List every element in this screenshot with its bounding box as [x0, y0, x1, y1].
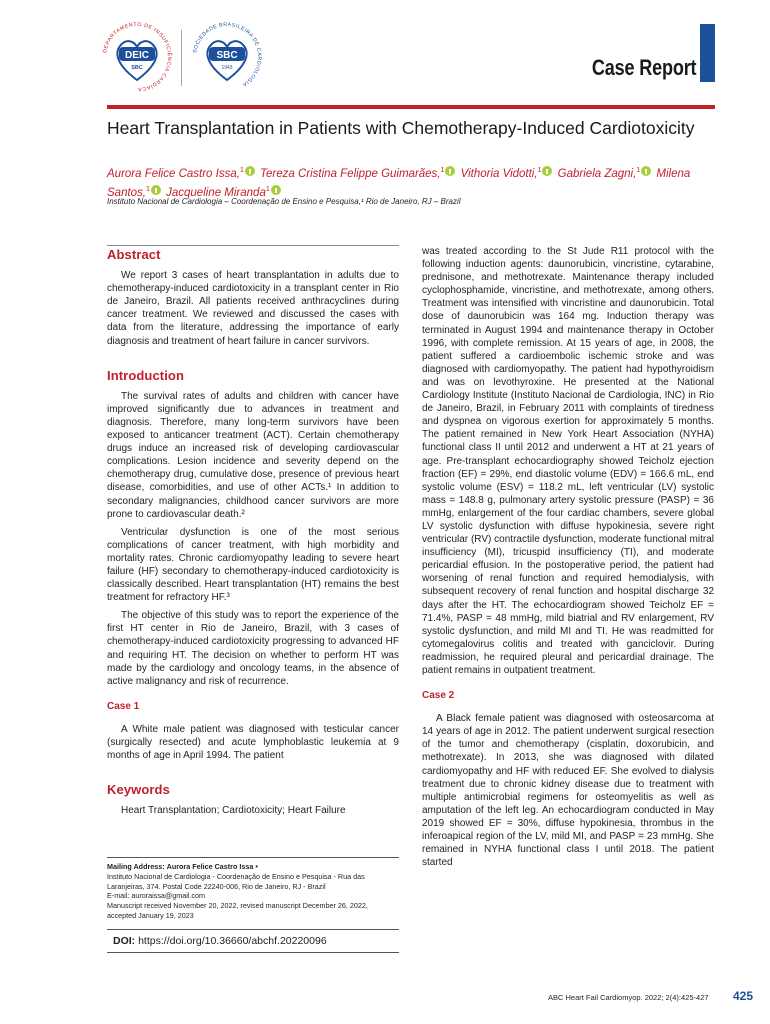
left-column — [107, 245, 399, 822]
logo-divider — [181, 30, 182, 86]
intro-paragraph: The objective of this study was to report the experience of the first HT center in Rio de Janeiro, Brazil, with 3 cases of chemotherapy-induced cardiotoxicity progressing to advanced HF and requiring HT. The decision on whether to perform HT was made by the cardiology and oncology teams, in the absence of active malignancy and risk of recurrence. — [107, 610, 399, 687]
author-name: Gabriela Zagni, — [557, 167, 637, 180]
svg-text:DEIC: DEIC — [125, 50, 149, 61]
keywords-text: Heart Transplantation; Cardiotoxicity; Heart Failure — [121, 805, 346, 817]
orcid-icon[interactable] — [245, 166, 255, 176]
header-accent-bar — [700, 24, 715, 82]
abstract-text: We report 3 cases of heart transplantation in adults due to chemotherapy-induced cardiotoxicity in a transplant center in Rio de Janeiro, Brazil. All patients received anthracyclines during cancer treatment. We reviewed and discussed the cases with data from the literature, addressing the importance of early diagnosis and treatment of heart failure in cancer survivors. — [107, 270, 399, 347]
svg-text:SBC: SBC — [216, 50, 238, 61]
svg-text:DEPARTAMENTO DE INSUFICIÊNCIA: DEPARTAMENTO DE INSUFICIÊNCIA CARDÍACA — [102, 21, 173, 93]
abstract-section — [107, 245, 399, 348]
article-type-label: Case Report — [591, 55, 696, 80]
case1-heading: Case 1 — [107, 700, 140, 712]
author-name: Tereza Cristina Felippe Guimarães, — [260, 167, 441, 180]
author-list: Aurora Felice Castro Issa,$^1$ Tereza Cristina Felippe Guimarães,$^1$ Vithoria Vidotti,$^1$ Gabriela Zagni,$^1$ Milena Santos,$^1$ Jacqueline Miranda$^1$ — [107, 167, 691, 199]
case2-heading: Case 2 — [422, 690, 455, 702]
author-name: Milena Santos, — [107, 167, 691, 199]
case1-text-start: A White male patient was diagnosed with testicular cancer (surgically resected) and acute lymphoblastic leukemia at 9 months of age in April 1994. The patient — [107, 723, 399, 762]
correspondence-box — [107, 857, 399, 921]
deic-logo — [100, 20, 174, 94]
mailing-address: Instituto Nacional de Cardiologia - Coordenação de Ensino e Pesquisa - Rua das Laranjeiras, 374. Postal Code 22240-006, Rio de Janeiro, RJ - Brazil — [107, 871, 365, 891]
author-name: Jacqueline Miranda — [166, 186, 266, 199]
mailing-email[interactable]: E-mail: auroraissa@gmail.com — [107, 891, 205, 901]
orcid-icon[interactable] — [641, 166, 651, 176]
right-column — [422, 245, 714, 874]
orcid-icon[interactable] — [151, 185, 161, 195]
case2-text: A Black female patient was diagnosed with osteosarcoma at 14 years of age in 2012. The patient underwent surgical resection of the tumor and chemotherapy (cisplatin, doxorubicin, and methotrexate). In 2013, she was diagnosed with dilated cardiomyopathy and HF with reduced EF. She evolved to dialysis treatment due to chronic kidney disease due to treatment with multiple antimicrobial regimens for osteomyelitis as well as amputation of the left leg. An echocardiogram conducted in May 2019 showed EF = 30%, diffuse hypokinesia, thrombus in the inferoapical region of the LV, mild MI, and PASP = 23 mmHg. She remained in NYHA functional class I until 2018. The patient started — [422, 713, 714, 869]
intro-paragraph: The survival rates of adults and children with cancer have improved significantly due to advances in treatment and diagnosis. Therefore, many long-term survivors have been exposed to anticancer treatment (ACT). Certain chemotherapy drugs induce an increased risk of developing cardiovascular complications. Lesion incidence and severity depend on the chemotherapy drug, cumulative dose, presence of previous heart disease, comorbidities, and use of other ACTs.¹ In addition to secondary malignancies, childhood cancer survivors are more prone to cardiovascular death.² — [107, 390, 399, 520]
author-name: Vithoria Vidotti, — [460, 167, 538, 180]
introduction-heading: Introduction — [107, 367, 185, 383]
svg-text:SBC: SBC — [131, 65, 143, 71]
svg-text:1943: 1943 — [221, 65, 233, 71]
mailing-name: Aurora Felice Castro Issa • — [166, 862, 258, 871]
orcid-icon[interactable] — [445, 166, 455, 176]
doi-link[interactable]: https://doi.org/10.36660/abchf.20220096 — [138, 935, 327, 947]
footer-citation: ABC Heart Fail Cardiomyop. 2022; 2(4):425-427 — [548, 993, 709, 1002]
author-name: Aurora Felice Castro Issa, — [107, 167, 240, 180]
orcid-icon[interactable] — [542, 166, 552, 176]
page-number: 425 — [733, 989, 754, 1003]
mailing-label: Mailing Address: — [107, 862, 165, 871]
abstract-heading: Abstract — [107, 247, 161, 262]
orcid-icon[interactable] — [271, 185, 281, 195]
header-rule — [107, 105, 715, 109]
article-title: Heart Transplantation in Patients with Chemotherapy-Induced Cardiotoxicity — [107, 118, 695, 138]
sbc-logo — [190, 20, 264, 94]
keywords-heading: Keywords — [107, 782, 170, 798]
doi-label: DOI: — [113, 935, 136, 947]
svg-text:SOCIEDADE BRASILEIRA DE CARDIO: SOCIEDADE BRASILEIRA DE CARDIOLOGIA — [192, 21, 263, 88]
intro-paragraph: Ventricular dysfunction is one of the most serious complications of cancer treatment, with high morbidity and mortality rates. Chronic cardiomyopathy leading to severe heart failure (HF) secondary to chemotherapy-induced cardiotoxicity is classically described. Heart transplantation (HT) remains the best treatment for refractory HF.³ — [107, 526, 399, 604]
doi-box — [107, 929, 399, 953]
case1-text-continued: was treated according to the St Jude R11 protocol with the following induction agents: daunorubicin, vincristine, cytarabine, prednisone, and methotrexate. Maintenance therapy included cyclophosphamide, vincristine, and methotrexate, among others. Treatment was intensified with vincristine and daunorubicin. Total dose of daunorubicin was 164 mg. Induction therapy was terminated in August 1994 and maintenance therapy in October 1996, with complete remission. At 15 years of age, in 2008, the patient suffered a cardioembolic ischemic stroke and was diagnosed with cardiomyopathy. The patient had hypothyroidism and was on levothyroxine. He presented at the National Cardiology Institute (Instituto Nacional de Cardiologia, INC) in Rio de Janeiro, Brazil, in February 2011 with complaints of tiredness and dyspnea on vigorous exertion for approximately 5 months. The patient remained in New York Heart Association (NYHA) functional class II until 2012 and underwent a HT at 21 years of age. Pre-transplant echocardiography showed Teicholz ejection fraction (EF) = 29%, end diastolic volume (EDV) = 166.6 mL, end systolic volume (ESV) = 118.2 mL, left ventricular (LV) systolic mass = 148.8 g, pulmonary artery systolic pressure (PASP) = 36 mmHg, enlargement of the four cardiac chambers, severe global LV systolic dysfunction with diffuse hypokinesia, severe right ventricular (RV) contractile dysfunction, moderate functional mitral insufficiency (MI), tricuspid insufficiency (TI), and moderate pericardial effusion. In the postoperative period, the patient had worsening of renal function and required hemodialysis, with subsequent recovery of renal function and hospital discharge 32 days after the HT. The echocardiogram showed Teicholz EF = 71.4%, PASP = 48 mmHg, mild biatrial and RV enlargement, RV systolic dysfunction, and mild MI and TI. He was readmitted for cytomegalovirus colitis and treated with ganciclovir. During readmission, he required pleural and pericardial drainage. The patient remains in outpatient treatment. — [422, 246, 714, 676]
manuscript-dates: Manuscript received November 20, 2022, revised manuscript December 26, 2022, accepted January 19, 2023 — [107, 901, 368, 920]
affiliation: Instituto Nacional de Cardiologia – Coordenação de Ensino e Pesquisa,¹ Rio de Janeiro, RJ – Brazil — [107, 197, 461, 206]
